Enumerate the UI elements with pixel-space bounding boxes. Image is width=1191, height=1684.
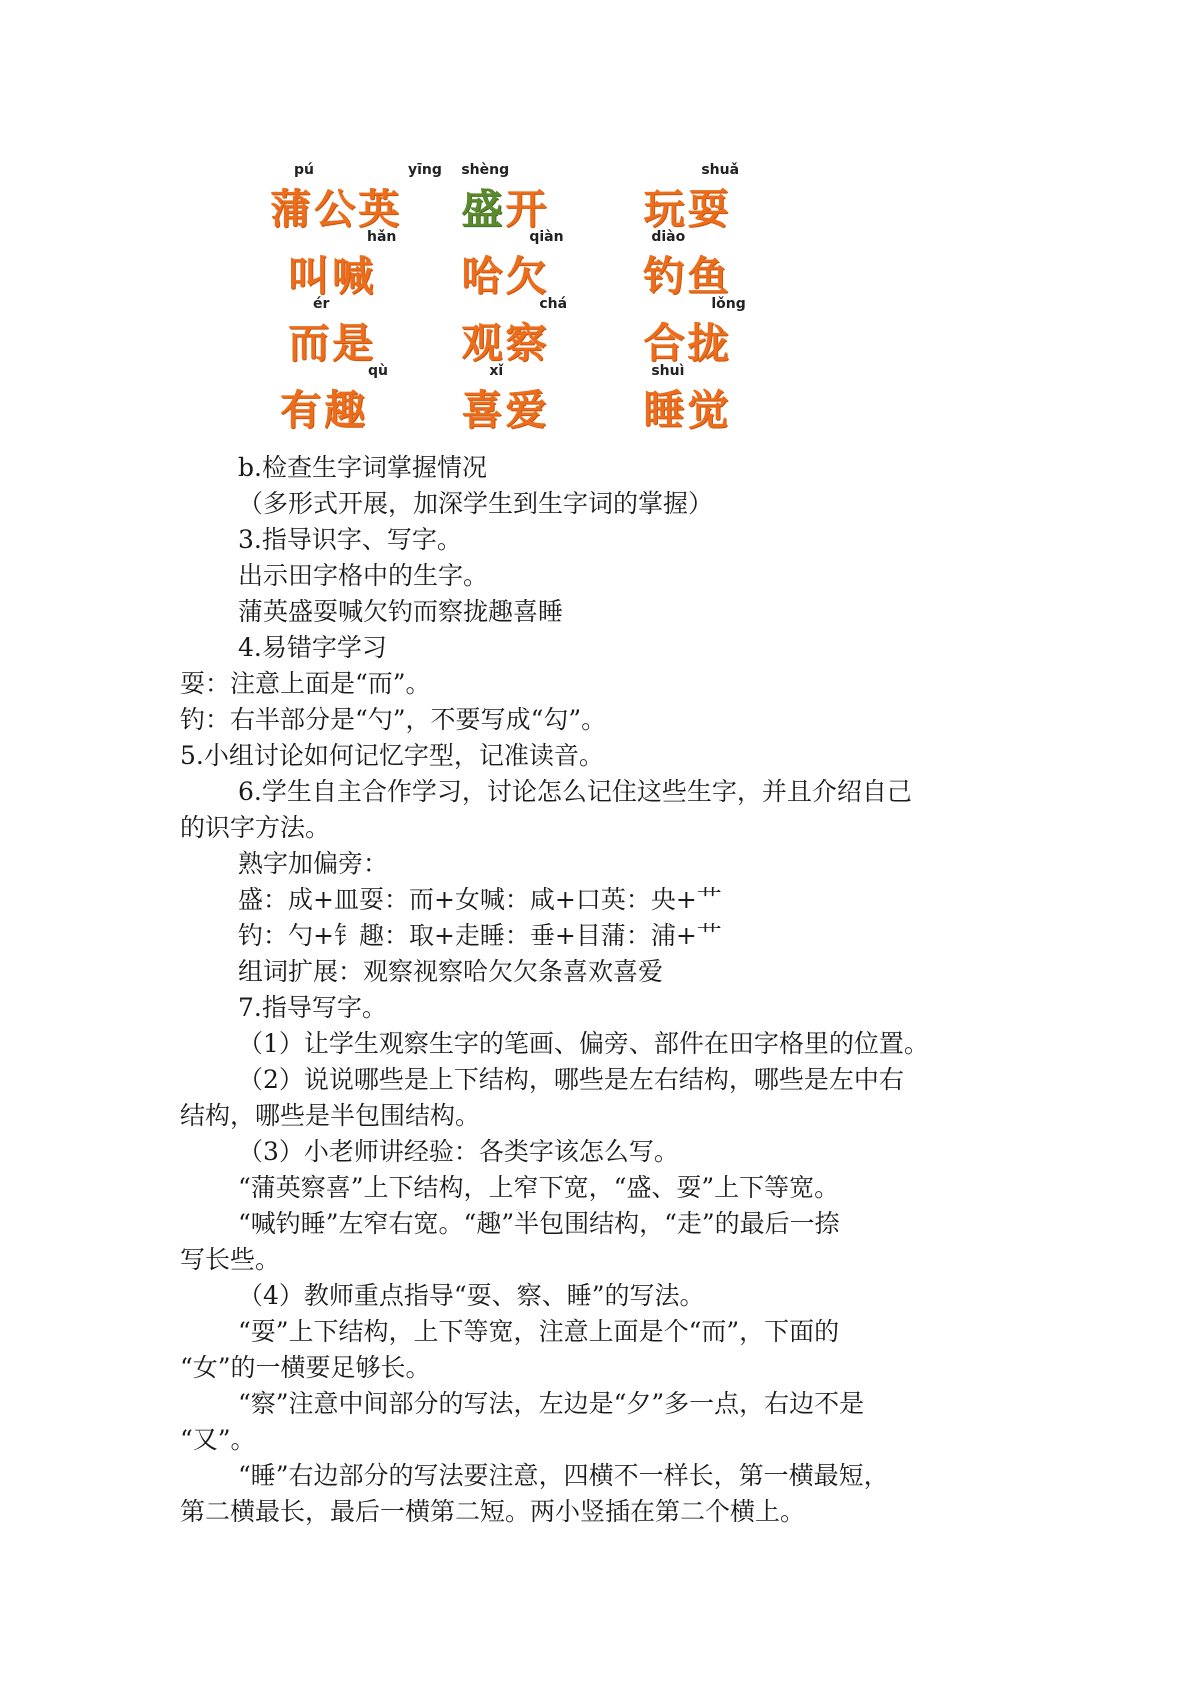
text-line: （3）小老师讲经验：各类字该怎么写。	[238, 1137, 679, 1166]
pinyin-label: shuì	[651, 363, 685, 379]
text-line: “睡”右边部分的写法要注意，四横不一样长，第一横最短，	[238, 1461, 889, 1490]
hanzi-word: 有趣	[280, 386, 368, 434]
text-line: 3.指导识字、写字。	[238, 525, 462, 554]
text-line: 4.易错字学习	[238, 633, 387, 662]
word-row	[270, 227, 830, 300]
vocabulary-word-grid	[270, 160, 830, 434]
text-line: 的识字方法。	[180, 813, 331, 842]
pinyin-label: ér	[313, 296, 330, 312]
vocabulary-word	[270, 361, 461, 434]
text-line: 5.小组讨论如何记忆字型，记准读音。	[180, 741, 604, 770]
text-line: “察”注意中间部分的写法，左边是“夕”多一点，右边不是	[238, 1389, 865, 1418]
text-line: （4）教师重点指导“耍、察、睡”的写法。	[238, 1281, 705, 1310]
vocabulary-word	[643, 160, 830, 233]
text-line: 出示田字格中的生字。	[238, 561, 489, 590]
text-line: 熟字加偏旁：	[238, 849, 389, 878]
pinyin-label: shèng	[461, 162, 510, 178]
vocabulary-word	[643, 361, 830, 434]
text-line: （2）说说哪些是上下结构，哪些是左右结构，哪些是左中右	[238, 1065, 904, 1094]
vocabulary-word	[461, 160, 643, 233]
text-line: “喊钓睡”左窄右宽。“趣”半包围结构，“走”的最后一捺	[238, 1209, 840, 1238]
text-line: “耍”上下结构，上下等宽，注意上面是个“而”，下面的	[238, 1317, 840, 1346]
text-line: “女”的一横要足够长。	[180, 1353, 431, 1382]
text-line: （多形式开展，加深学生到生字词的掌握）	[238, 489, 714, 518]
word-row	[270, 160, 830, 233]
vocabulary-word	[643, 227, 830, 300]
hanzi-word: 观察	[461, 319, 550, 367]
text-line: b.检查生字词掌握情况	[238, 453, 487, 482]
text-line: 6.学生自主合作学习，讨论怎么记住这些生字，并且介绍自己	[238, 777, 912, 806]
text-line: （1）让学生观察生字的笔画、偏旁、部件在田字格里的位置。	[238, 1029, 929, 1058]
hanzi-word: 睡觉	[643, 386, 732, 434]
text-line: 第二横最长，最后一横第二短。两小竖插在第二个横上。	[180, 1497, 806, 1526]
hanzi-char: 开	[505, 185, 550, 233]
word-row	[270, 294, 830, 367]
hanzi-word: 喜爱	[461, 386, 550, 434]
pinyin-label: yīng	[408, 162, 442, 178]
pinyin-label: pú	[294, 162, 314, 178]
pinyin-label: lǒng	[711, 296, 746, 312]
vocabulary-word	[270, 227, 461, 300]
text-line: 组词扩展：观察视察哈欠欠条喜欢喜爱	[238, 957, 664, 986]
text-line: 7.指导写字。	[238, 993, 387, 1022]
pinyin-label: chá	[539, 296, 568, 312]
hanzi-word: 而是	[288, 319, 376, 367]
text-line: 钓：勺+钅趣：取+走睡：垂+目蒲：浦+艹	[238, 921, 722, 950]
text-line: 盛：成+皿耍：而+女喊：咸+口英：央+艹	[238, 885, 722, 914]
hanzi-char: 盛	[461, 185, 506, 233]
text-line: 耍：注意上面是“而”。	[180, 669, 431, 698]
vocabulary-word	[643, 294, 830, 367]
text-line: “蒲英察喜”上下结构，上窄下宽，“盛、耍”上下等宽。	[238, 1173, 840, 1202]
pinyin-label: qiàn	[529, 229, 564, 245]
hanzi-word: 叫喊	[288, 252, 376, 300]
vocabulary-word	[270, 294, 461, 367]
word-row	[270, 361, 830, 434]
lesson-text	[180, 450, 1010, 1530]
vocabulary-word	[461, 294, 643, 367]
text-line: 写长些。	[180, 1245, 281, 1274]
vocabulary-word	[461, 227, 643, 300]
pinyin-label: hǎn	[367, 229, 397, 245]
pinyin-label: xǐ	[489, 363, 504, 379]
hanzi-word: 钓鱼	[643, 252, 732, 300]
pinyin-label: qù	[368, 363, 388, 379]
pinyin-label: diào	[651, 229, 686, 245]
pinyin-label: shuǎ	[701, 162, 740, 178]
hanzi-word: 蒲公英	[270, 185, 402, 233]
text-line: 钓：右半部分是“勺”，不要写成“勾”。	[180, 705, 607, 734]
hanzi-word: 哈欠	[461, 252, 550, 300]
hanzi-word: 玩耍	[643, 185, 732, 233]
vocabulary-word	[461, 361, 643, 434]
hanzi-word: 合拢	[643, 319, 732, 367]
text-line: 结构，哪些是半包围结构。	[180, 1101, 481, 1130]
text-line: 蒲英盛耍喊欠钓而察拢趣喜睡	[238, 597, 564, 626]
text-line: “又”。	[180, 1425, 256, 1454]
vocabulary-word	[270, 160, 461, 233]
